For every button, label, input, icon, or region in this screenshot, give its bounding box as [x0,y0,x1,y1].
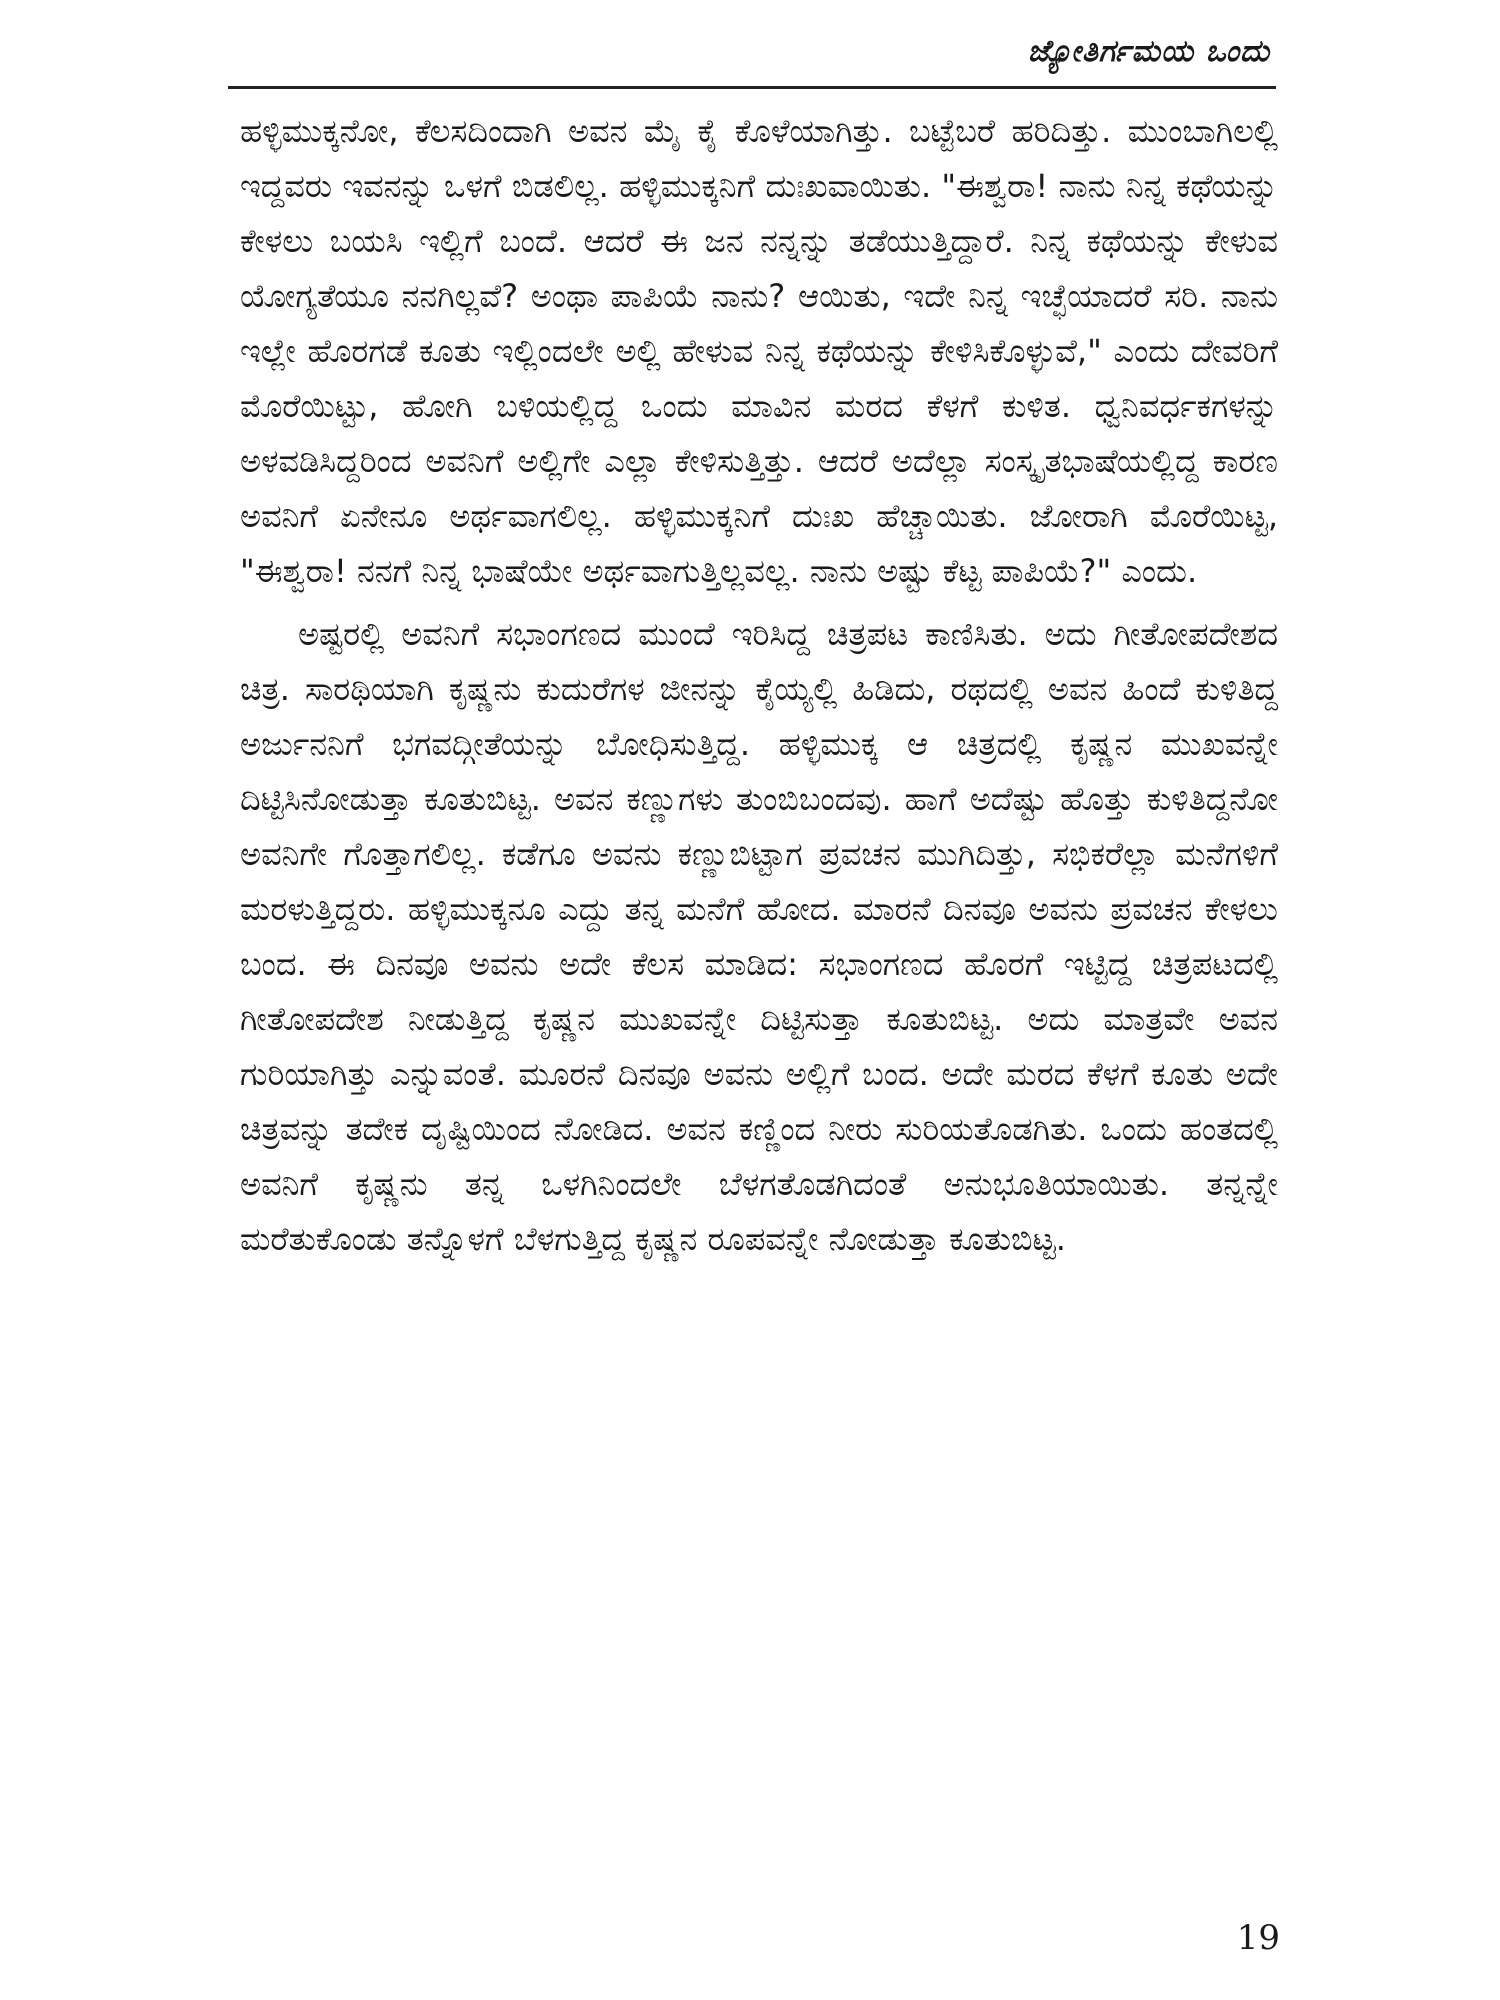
running-header-title: ಜ್ಯೋತಿರ್ಗಮಯ ಒಂದು [1027,34,1270,69]
paragraph-2: ಅಷ್ಟರಲ್ಲಿ ಅವನಿಗೆ ಸಭಾಂಗಣದ ಮುಂದೆ ಇರಿಸಿದ್ದ ಚಿತ್ರಪಟ ಕಾಣಿಸಿತು. ಅದು ಗೀತೋಪದೇಶದ ಚಿತ್ರ. ಸಾರಥಿಯಾಗಿ ಕೃಷ್ಣನು ಕುದುರೆಗಳ ಜೀನನ್ನು ಕೈಯ್ಯಲ್ಲಿ ಹಿಡಿದು, ರಥದಲ್ಲಿ ಅವನ ಹಿಂದೆ ಕುಳಿತಿದ್ದ ಅರ್ಜುನನಿಗೆ ಭಗವದ್ಗೀತೆಯನ್ನು ಬೋಧಿಸುತ್ತಿದ್ದ. ಹಳ್ಳಿಮುಕ್ಕ ಆ ಚಿತ್ರದಲ್ಲಿ ಕೃಷ್ಣನ ಮುಖವನ್ನೇ ದಿಟ್ಟಿಸಿನೋಡುತ್ತಾ ಕೂತುಬಿಟ್ಟ. ಅವನ ಕಣ್ಣುಗಳು ತುಂಬಿಬಂದವು. ಹಾಗೆ ಅದೆಷ್ಟು ಹೊತ್ತು ಕುಳಿತಿದ್ದನೋ ಅವನಿಗೇ ಗೊತ್ತಾಗಲಿಲ್ಲ. ಕಡೆಗೂ ಅವನು ಕಣ್ಣುಬಿಟ್ಟಾಗ ಪ್ರವಚನ ಮುಗಿದಿತ್ತು, ಸಭಿಕರೆಲ್ಲಾ ಮನೆಗಳಿಗೆ ಮರಳುತ್ತಿದ್ದರು. ಹಳ್ಳಿಮುಕ್ಕನೂ ಎದ್ದು ತನ್ನ ಮನೆಗೆ ಹೋದ. ಮಾರನೆ ದಿನವೂ ಅವನು ಪ್ರವಚನ ಕೇಳಲು ಬಂದ. ಈ ದಿನವೂ ಅವನು ಅದೇ ಕೆಲಸ ಮಾಡಿದ: ಸಭಾಂಗಣದ ಹೊರಗೆ ಇಟ್ಟಿದ್ದ ಚಿತ್ರಪಟದಲ್ಲಿ ಗೀತೋಪದೇಶ ನೀಡುತ್ತಿದ್ದ ಕೃಷ್ಣನ ಮುಖವನ್ನೇ ದಿಟ್ಟಿಸುತ್ತಾ ಕೂತುಬಿಟ್ಟ. ಅದು ಮಾತ್ರವೇ ಅವನ ಗುರಿಯಾಗಿತ್ತು ಎನ್ನುವಂತೆ. ಮೂರನೆ ದಿನವೂ ಅವನು ಅಲ್ಲಿಗೆ ಬಂದ. ಅದೇ ಮರದ ಕೆಳಗೆ ಕೂತು ಅದೇ ಚಿತ್ರವನ್ನು ತದೇಕ ದೃಷ್ಟಿಯಿಂದ ನೋಡಿದ. ಅವನ ಕಣ್ಣಿಂದ ನೀರು ಸುರಿಯತೊಡಗಿತು. ಒಂದು ಹಂತದಲ್ಲಿ ಅವನಿಗೆ ಕೃಷ್ಣನು ತನ್ನ ಒಳಗಿನಿಂದಲೇ ಬೆಳಗತೊಡಗಿದಂತೆ ಅನುಭೂತಿಯಾಯಿತು. ತನ್ನನ್ನೇ ಮರೆತುಕೊಂಡು ತನ್ನೊಳಗೆ ಬೆಳಗುತ್ತಿದ್ದ ಕೃಷ್ಣನ ರೂಪವನ್ನೇ ನೋಡುತ್ತಾ ಕೂತುಬಿಟ್ಟ. [240,615,1278,1258]
page-number: 19 [1236,1918,1280,1958]
header-rule [228,86,1276,89]
paragraph-1: ಹಳ್ಳಿಮುಕ್ಕನೋ, ಕೆಲಸದಿಂದಾಗಿ ಅವನ ಮೈ ಕೈ ಕೊಳೆಯಾಗಿತ್ತು. ಬಟ್ಟೆಬರೆ ಹರಿದಿತ್ತು. ಮುಂಬಾಗಿಲಲ್ಲಿ ಇದ್ದವರು ಇವನನ್ನು ಒಳಗೆ ಬಿಡಲಿಲ್ಲ. ಹಳ್ಳಿಮುಕ್ಕನಿಗೆ ದುಃಖವಾಯಿತು. "ಈಶ್ವರಾ! ನಾನು ನಿನ್ನ ಕಥೆಯನ್ನು ಕೇಳಲು ಬಯಸಿ ಇಲ್ಲಿಗೆ ಬಂದೆ. ಆದರೆ ಈ ಜನ ನನ್ನನ್ನು ತಡೆಯುತ್ತಿದ್ದಾರೆ. ನಿನ್ನ ಕಥೆಯನ್ನು ಕೇಳುವ ಯೋಗ್ಯತೆಯೂ ನನಗಿಲ್ಲವೆ? ಅಂಥಾ ಪಾಪಿಯೆ ನಾನು? ಆಯಿತು, ಇದೇ ನಿನ್ನ ಇಚ್ಛೆಯಾದರೆ ಸರಿ. ನಾನು ಇಲ್ಲೇ ಹೊರಗಡೆ ಕೂತು ಇಲ್ಲಿಂದಲೇ ಅಲ್ಲಿ ಹೇಳುವ ನಿನ್ನ ಕಥೆಯನ್ನು ಕೇಳಿಸಿಕೊಳ್ಳುವೆ," ಎಂದು ದೇವರಿಗೆ ಮೊರೆಯಿಟ್ಟು, ಹೋಗಿ ಬಳಿಯಲ್ಲಿದ್ದ ಒಂದು ಮಾವಿನ ಮರದ ಕೆಳಗೆ ಕುಳಿತ. ಧ್ವನಿವರ್ಧಕಗಳನ್ನು ಅಳವಡಿಸಿದ್ದರಿಂದ ಅವನಿಗೆ ಅಲ್ಲಿಗೇ ಎಲ್ಲಾ ಕೇಳಿಸುತ್ತಿತ್ತು. ಆದರೆ ಅದೆಲ್ಲಾ ಸಂಸ್ಕೃತಭಾಷೆಯಲ್ಲಿದ್ದ ಕಾರಣ ಅವನಿಗೆ ಏನೇನೂ ಅರ್ಥವಾಗಲಿಲ್ಲ. ಹಳ್ಳಿಮುಕ್ಕನಿಗೆ ದುಃಖ ಹೆಚ್ಚಾಯಿತು. ಜೋರಾಗಿ ಮೊರೆಯಿಟ್ಟ, "ಈಶ್ವರಾ! ನನಗೆ ನಿನ್ನ ಭಾಷೆಯೇ ಅರ್ಥವಾಗುತ್ತಿಲ್ಲವಲ್ಲ. ನಾನು ಅಷ್ಟು ಕೆಟ್ಟ ಪಾಪಿಯೆ?" ಎಂದು. [240,112,1278,590]
body-text [240,104,1278,1267]
